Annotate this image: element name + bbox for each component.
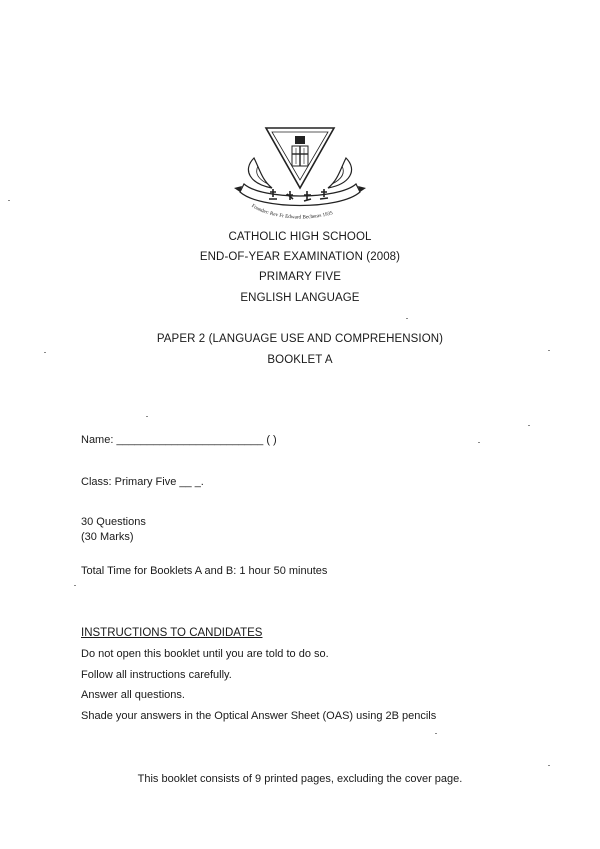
- total-time: Total Time for Booklets A and B: 1 hour 50 minutes: [81, 565, 328, 577]
- level: PRIMARY FIVE: [259, 271, 341, 283]
- scan-speck: [435, 733, 437, 734]
- instruction-item: Follow all instructions carefully.: [81, 669, 232, 681]
- scan-speck: [146, 416, 148, 417]
- class-field-label: Class: Primary Five __ _.: [81, 476, 204, 488]
- instruction-item: Do not open this booklet until you are told to do so.: [81, 648, 329, 660]
- exam-title: END-OF-YEAR EXAMINATION (2008): [199, 251, 401, 263]
- paper-title: PAPER 2 (LANGUAGE USE AND COMPREHENSION): [156, 333, 444, 345]
- scan-speck: [44, 352, 46, 353]
- scan-speck: [74, 585, 76, 586]
- crest-motto-text: Founder: Rev Fr Edward Becheras 1935: [250, 203, 334, 221]
- booklet-label: BOOKLET A: [267, 354, 333, 366]
- name-field-label: Name: ________________________ ( ): [81, 434, 277, 446]
- school-crest-logo: [232, 122, 368, 222]
- scan-speck: [478, 442, 480, 443]
- total-marks: (30 Marks): [81, 531, 134, 543]
- scan-speck: [548, 350, 550, 351]
- scan-speck: [406, 318, 408, 319]
- scan-speck: [548, 765, 550, 766]
- scan-speck: [528, 425, 530, 426]
- school-name: CATHOLIC HIGH SCHOOL: [228, 231, 372, 243]
- instructions-heading: INSTRUCTIONS TO CANDIDATES: [81, 627, 263, 639]
- subject: ENGLISH LANGUAGE: [240, 292, 360, 304]
- instruction-item: Answer all questions.: [81, 689, 185, 701]
- scan-speck: [8, 200, 10, 201]
- page-count-note: This booklet consists of 9 printed pages, excluding the cover page.: [137, 773, 463, 785]
- instruction-item: Shade your answers in the Optical Answer Sheet (OAS) using 2B pencils: [81, 710, 437, 722]
- question-count: 30 Questions: [81, 516, 146, 528]
